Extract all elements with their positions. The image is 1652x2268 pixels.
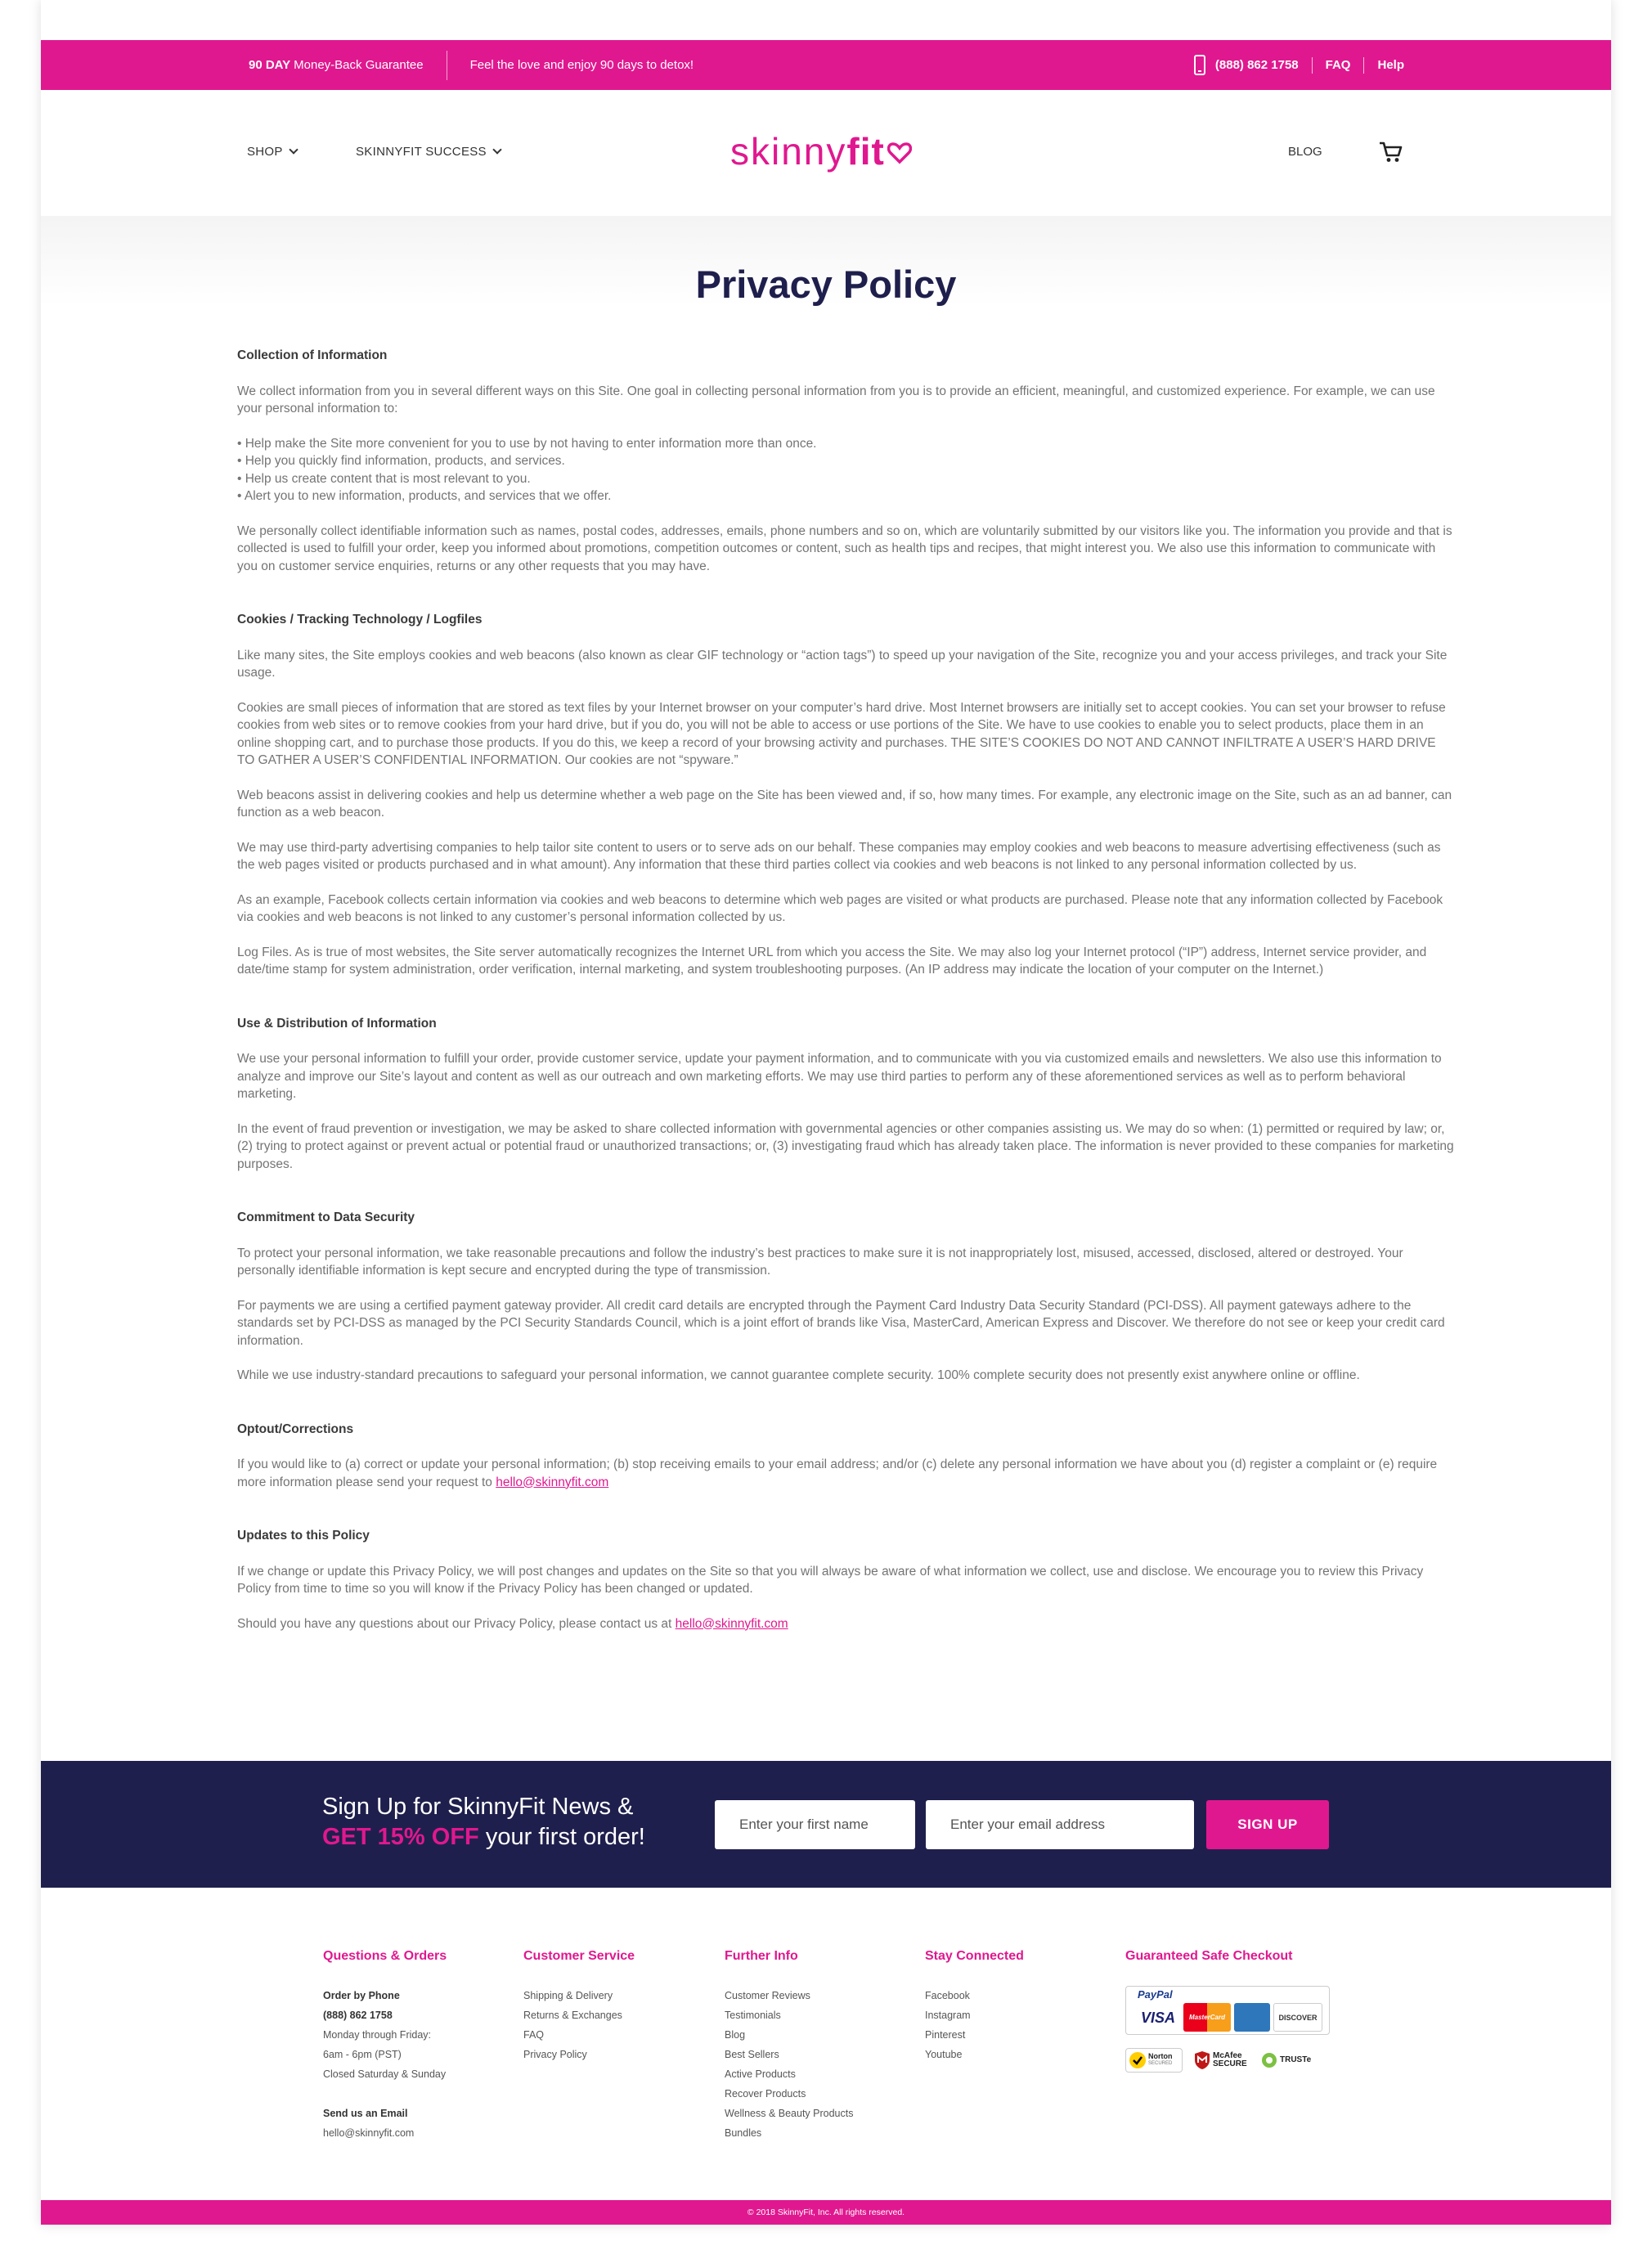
email-link[interactable]: hello@skinnyfit.com — [675, 1616, 788, 1631]
norton-badge — [1125, 2048, 1183, 2073]
footer-heading: Customer Service — [523, 1949, 635, 1963]
paragraph: We personally collect identifiable information such as names, postal codes, addresses, emails, phone numbers and so on, which are voluntarily submitted by our visitors like you. The information you provide and that is collected is used to fulfill your order, keep you informed about promotions, competition outcomes or content, such as health tips and recipes, that might interest you. We also use this information to communicate with you on customer service enquiries, returns or any other requests that you may have. — [237, 523, 1452, 573]
paragraph: For payments we are using a certified payment gateway provider. All credit card details are encrypted through the Payment Card Industry Data Security Standard (PCI-DSS). All payment gateways adhere to the standards set by PCI-DSS as managed by the PCI Security Standards Council, which is a joint effort of brands like Visa, MasterCard, American Express and Discover. We therefore do not see or keep your credit card information. — [237, 1298, 1445, 1348]
optout-text: If you would like to (a) correct or update your personal information; (b) stop receiving emails to your email address; and/or (c) delete any personal information we have about you (d) register a complaint or (e) require more information please send your request to — [237, 1457, 1438, 1489]
section-heading: Optout/Corrections — [237, 1421, 354, 1436]
page-title: Privacy Policy — [695, 263, 957, 306]
newsletter-signup — [41, 1761, 1611, 1888]
paragraph: Log Files. As is true of most websites, the Site server automatically recognizes the Internet URL from which you access the Site. We may also log your Internet protocol (“IP”) address, Internet service provider, and date/time stamp for system administration, order verification, internal marketing, and system troubleshooting purposes. (An IP address may indicate the location of your computer on the Internet.) — [237, 945, 1427, 977]
footer-heading: Questions & Orders — [323, 1949, 447, 1963]
paragraph — [237, 1456, 1456, 1491]
paragraph: We may use third-party advertising companies to help tailor site content to users or to serve ads on our behalf. These companies may employ cookies and web beacons to measure advertising effectiveness (such as the web pages visited or products purchased and in what amount). Any information that these third parties collect via cookies and web beacons is not linked to any personal information collected by us. — [237, 840, 1441, 872]
hours-line: Monday through Friday: — [323, 2029, 432, 2041]
paragraph: If we change or update this Privacy Policy, we will post changes and updates on the Site so that you will always be aware of what information we collect, use and disclose. We encourage you to review this Privacy Policy from time to time so you will know if the Privacy Policy has been changed or updated. — [237, 1564, 1424, 1596]
logo[interactable] — [730, 129, 912, 173]
footer-phone[interactable]: (888) 862 1758 — [323, 2010, 393, 2021]
guarantee-bold: 90 DAY — [249, 58, 291, 72]
chevron-down-icon — [289, 145, 298, 154]
announcement-bar — [41, 40, 1611, 90]
signup-offer: GET 15% OFF — [322, 1824, 479, 1850]
footer-link[interactable]: Best Sellers — [725, 2049, 779, 2060]
truste-text: TRUSTe — [1280, 2055, 1312, 2064]
phone-link[interactable]: (888) 862 1758 — [1214, 58, 1299, 72]
norton-sub: SECURED — [1148, 2061, 1173, 2066]
page-frame — [41, 0, 1611, 2225]
bullet-list: • Help make the Site more convenient for you to use by not having to enter information more than once. • Help you quickly find information, products, and services. • Help us create content that is most relevant to you. • Alert you to new information, products, and services that we offer. — [237, 436, 817, 503]
visa-logo: VISA — [1140, 2010, 1175, 2026]
paragraph: To protect your personal information, we take reasonable precautions and follow the industry’s best practices to make sure it is not inappropriately lost, misused, accessed, disclosed, altered or destroyed. Your personally identifiable information is kept secure and encrypted during the type of transmission. — [237, 1246, 1403, 1278]
section-data-security — [237, 1209, 1456, 1385]
amex-logo — [1234, 2003, 1270, 2032]
paragraph: As an example, Facebook collects certain information via cookies and web beacons to determine which web pages are visited or what products are purchased. Please note that any information collected by Facebook via cookies and web beacons is not linked to any customer’s personal information collected by us. — [237, 892, 1443, 924]
footer-link[interactable]: Returns & Exchanges — [523, 2010, 622, 2021]
guarantee-text: Money-Back Guarantee — [294, 58, 424, 72]
nav-blog[interactable]: BLOG — [1288, 145, 1322, 159]
nav-skinnyfit-success[interactable] — [356, 145, 501, 159]
discover-logo: DISCOVER — [1273, 2003, 1322, 2032]
email-link[interactable]: hello@skinnyfit.com — [496, 1475, 609, 1489]
paragraph: Cookies are small pieces of information that are stored as text files by your Internet browser on your computer’s hard drive. Most Internet browsers are initially set to accept cookies. You can set your browser to refuse cookies from web sites or to remove cookies from your hard drive, but if you do, you will not be able to access or use portions of the Site. We have to use cookies to enable you to select products, place them in an online shopping cart, and to purchase those products. If you do this, we keep a record of your browsing activity and purchases. THE SITE’S COOKIES DO NOT AND CANNOT INFILTRATE A USER’S HARD DRIVE TO GATHER A USER’S CONFIDENTIAL INFORMATION. Our cookies are not “spyware.” — [237, 700, 1446, 767]
faq-link[interactable]: FAQ — [1325, 58, 1351, 72]
paragraph: We use your personal information to fulfill your order, provide customer service, update your payment information, and to communicate with you via customized emails and newsletters. We also use this information to analyze and improve our Site’s layout and content as well as our outreach and own marketing efforts. We may use third parties to perform any of these aforementioned services as well as to perform behavioral marketing. — [237, 1052, 1442, 1101]
section-use-distribution — [237, 1015, 1456, 1174]
footer-link[interactable]: Youtube — [925, 2049, 963, 2060]
logo-bold: fit — [846, 130, 885, 173]
footer-heading: Guaranteed Safe Checkout — [1125, 1949, 1293, 1963]
footer-link[interactable]: Instagram — [925, 2010, 971, 2021]
paragraph: Like many sites, the Site employs cookies and web beacons (also known as clear GIF technology or “action tags”) to speed up your navigation of the Site, recognize you and your access privileges, and track your Site usage. — [237, 648, 1448, 680]
divider — [1363, 57, 1364, 74]
mcafee-shield-icon — [1194, 2050, 1210, 2070]
paragraph: While we use industry-standard precautions to safeguard your personal information, we cannot guarantee complete security. 100% complete security does not presently exist anywhere online or offline. — [237, 1368, 1360, 1382]
section-collection — [237, 347, 1456, 575]
footer-stay-connected — [925, 1947, 1024, 2064]
phone-icon — [1194, 55, 1205, 75]
footer-link[interactable]: Testimonials — [725, 2010, 781, 2021]
footer-link[interactable]: Facebook — [925, 1990, 970, 2001]
footer-further-info — [725, 1947, 853, 2143]
copyright: © 2018 SkinnyFit, Inc. All rights reserved. — [41, 2200, 1611, 2225]
section-optout — [237, 1421, 1456, 1492]
sign-up-button[interactable]: SIGN UP — [1206, 1800, 1329, 1849]
footer-link[interactable]: Privacy Policy — [523, 2049, 587, 2060]
first-name-input[interactable] — [715, 1800, 915, 1849]
footer-link[interactable]: FAQ — [523, 2029, 545, 2041]
section-heading: Collection of Information — [237, 348, 388, 362]
footer-heading: Stay Connected — [925, 1949, 1024, 1963]
promo-text: Feel the love and enjoy 90 days to detox! — [469, 58, 694, 72]
signup-line1: Sign Up for SkinnyFit News & — [322, 1794, 634, 1820]
paypal-logo: PayPal — [1138, 1988, 1173, 2001]
footer-link[interactable]: Recover Products — [725, 2088, 806, 2100]
cart-icon — [1378, 141, 1403, 164]
footer-link[interactable]: Pinterest — [925, 2029, 966, 2041]
section-cookies — [237, 611, 1456, 979]
cart-button[interactable] — [1378, 141, 1403, 168]
footer-questions-orders — [323, 1947, 447, 2143]
mcafee-text: McAfee — [1213, 2051, 1242, 2060]
footer-link[interactable]: Active Products — [725, 2068, 796, 2080]
footer-link[interactable]: Customer Reviews — [725, 1990, 810, 2001]
section-heading: Use & Distribution of Information — [237, 1016, 437, 1031]
footer-heading: Further Info — [725, 1949, 798, 1963]
contact-text: Should you have any questions about our Privacy Policy, please contact us at — [237, 1616, 676, 1631]
section-heading: Updates to this Policy — [237, 1529, 370, 1543]
site-header — [41, 90, 1611, 216]
payment-methods-badge — [1125, 1986, 1330, 2035]
footer-customer-service — [523, 1947, 635, 2064]
footer-email[interactable]: hello@skinnyfit.com — [323, 2127, 415, 2139]
mcafee-sub: SECURE — [1213, 2059, 1247, 2068]
nav-shop-label: SHOP — [247, 145, 283, 159]
logo-light: skinny — [730, 130, 847, 173]
nav-success-label: SKINNYFIT SUCCESS — [356, 145, 487, 159]
main-content — [41, 216, 1611, 1762]
heart-icon — [887, 141, 912, 164]
email-input[interactable] — [926, 1800, 1194, 1849]
policy-body — [237, 347, 1456, 1650]
email-label: Send us an Email — [323, 2108, 408, 2119]
paragraph: We collect information from you in several different ways on this Site. One goal in collecting personal information from you is to provide an efficient, meaningful, and customized experience. For example, we can use your personal information to: — [237, 384, 1435, 415]
footer-link[interactable]: Wellness & Beauty Products — [725, 2108, 854, 2119]
norton-check-icon — [1129, 2051, 1147, 2069]
help-link[interactable]: Help — [1377, 58, 1404, 72]
footer-link[interactable]: Shipping & Delivery — [523, 1990, 613, 2001]
order-by-phone-label: Order by Phone — [323, 1990, 400, 2001]
paragraph: Web beacons assist in delivering cookies and help us determine whether a web page on the Site has been viewed and, if so, how many times. For example, any electronic image on the Site, such as an ad banner, can function as a web beacon. — [237, 788, 1452, 820]
truste-icon — [1261, 2052, 1277, 2068]
signup-headline — [322, 1792, 645, 1853]
hours-line: Closed Saturday & Sunday — [323, 2068, 447, 2080]
norton-text: Norton — [1148, 2052, 1173, 2060]
truste-badge — [1261, 2050, 1328, 2070]
signup-line2: your first order! — [485, 1824, 645, 1850]
security-badges — [1125, 2048, 1330, 2073]
mcafee-badge — [1194, 2048, 1251, 2073]
footer-safe-checkout — [1125, 1947, 1330, 2073]
mastercard-logo: MasterCard — [1183, 2003, 1231, 2032]
section-heading: Commitment to Data Security — [237, 1210, 415, 1224]
footer-link[interactable]: Blog — [725, 2029, 746, 2041]
paragraph: In the event of fraud prevention or investigation, we may be asked to share collected information with governmental agencies or other companies assisting us. We may do so when: (1) permitted or required by law; or, (2) trying to protect against or prevent actual or potential fraud or unauthorized transactions; or, (3) investigating fraud which has already taken place. The information is never provided to these companies for marketing purposes. — [237, 1121, 1454, 1171]
section-heading: Cookies / Tracking Technology / Logfiles — [237, 613, 483, 627]
section-updates — [237, 1527, 1456, 1633]
nav-shop[interactable] — [247, 145, 297, 159]
footer-link[interactable]: Bundles — [725, 2127, 762, 2139]
chevron-down-icon — [492, 145, 501, 154]
divider — [1312, 57, 1313, 74]
paragraph — [237, 1615, 1456, 1633]
site-footer — [41, 1888, 1611, 2200]
hours-line: 6am - 6pm (PST) — [323, 2049, 402, 2060]
